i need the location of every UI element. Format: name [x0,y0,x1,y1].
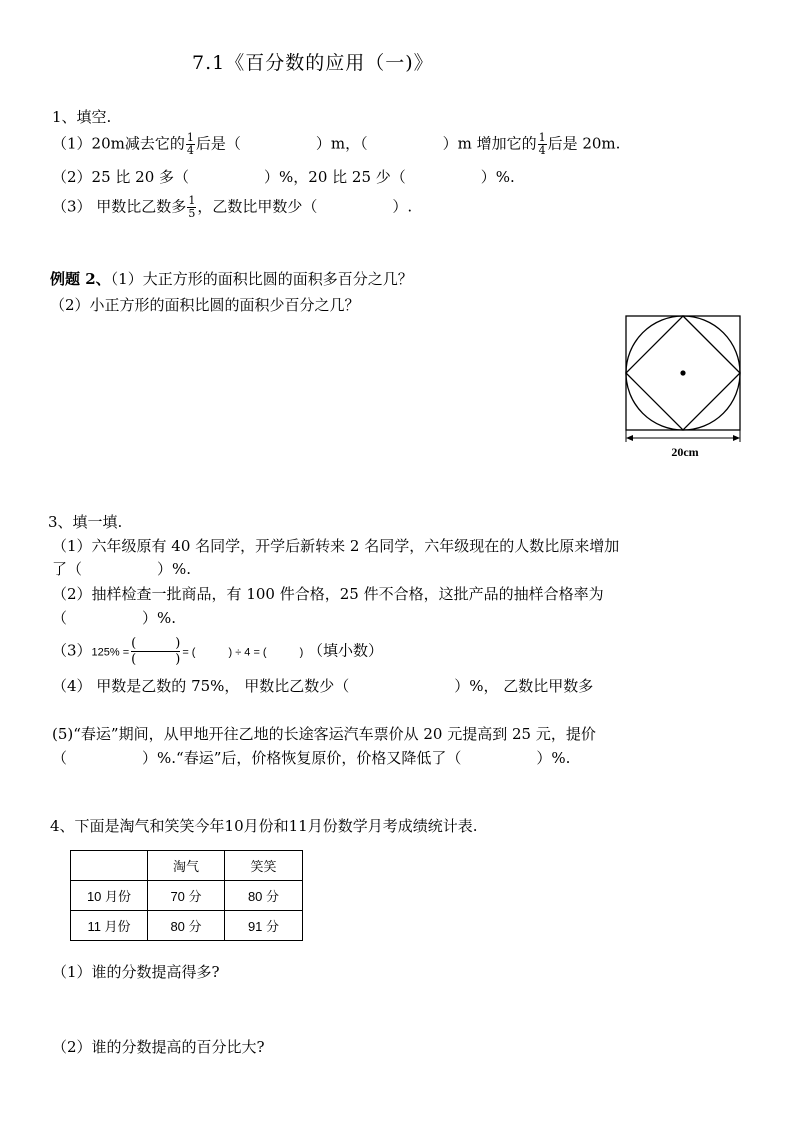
table-header-cell [71,851,148,881]
table-cell: 10 月份 [71,881,148,911]
q4-sub1: （1）谁的分数提高得多? [52,963,220,981]
fraction-one-quarter-2: $\frac{1}{4}$ [538,131,546,157]
q3-item3 [52,636,383,667]
table-cell: 80 分 [148,911,225,941]
fraction-one-quarter: $\frac{1}{4}$ [186,131,194,157]
table-cell: 11 月份 [71,911,148,941]
q3-item3-expr-start: 125% = [91,646,130,659]
table-row [71,881,303,911]
q1-heading: 1、填空. [52,108,112,126]
q3-item3-expr-mid: = ( ) ÷ 4 = ( ) [182,646,304,659]
q1-item1 [52,132,620,157]
center-dot [680,370,685,375]
score-table [70,850,303,941]
q1-item1-suffix: 后是 20m. [547,134,621,153]
table-cell: 70 分 [148,881,225,911]
q1-item3-suffix: ，乙数比甲数少（ ）. [197,197,413,216]
example2-label: 例题 2、 [50,270,111,288]
q1-item1-prefix: （1）20m减去它的 [52,134,185,153]
blank-fraction: $\frac{( )}{( )}$ [131,636,181,667]
q1-item3-prefix: （3） 甲数比乙数多 [52,197,187,216]
q4-heading: 4、下面是淘气和笑笑今年10月份和11月份数学月考成绩统计表. [50,817,478,835]
square-circle-figure [620,310,750,460]
q1-item2: （2）25 比 20 多（ ）%，20 比 25 少（ ）%. [52,168,515,186]
table-header-cell: 笑笑 [225,851,303,881]
table-header-row [71,851,303,881]
page-title: 7.1《百分数的应用（一)》 [192,52,434,74]
q3-heading: 3、填一填. [48,513,123,531]
q3-item2-line2: （ ）%. [52,609,177,627]
q3-item1-line1: （1）六年级原有 40 名同学，开学后新转来 2 名同学，六年级现在的人数比原来增加 [52,537,620,555]
q3-item5-line2: （ ）%.“春运”后，价格恢复原价，价格又降低了（ ）%. [52,749,571,767]
q3-item5-line1: (5)“春运”期间，从甲地开往乙地的长途客运汽车票价从 20 元提高到 25 元，提价 [52,725,596,743]
table-cell: 91 分 [225,911,303,941]
table-row [71,911,303,941]
q1-item1-mid: 后是（ ）m，（ ）m 增加它的 [195,134,537,153]
example2-line1: 例题 2、（1）大正方形的面积比圆的面积多百分之几？ [50,270,413,288]
table-header-cell: 淘气 [148,851,225,881]
q4-sub2: （2）谁的分数提高的百分比大? [52,1038,265,1056]
dimension-label: 20cm [671,445,699,459]
q3-item2-line1: （2）抽样检查一批商品，有 100 件合格，25 件不合格，这批产品的抽样合格率为 [52,585,604,603]
table-cell: 80 分 [225,881,303,911]
arrow-left-icon [626,435,633,441]
fraction-one-fifth: $\frac{1}{5}$ [188,194,196,220]
q3-item1-line2: 了（ ）%. [52,560,192,578]
example2-line2: （2）小正方形的面积比圆的面积少百分之几？ [50,296,360,314]
q1-item3 [52,195,412,220]
q3-item4: （4） 甲数是乙数的 75%， 甲数比乙数少（ ）%， 乙数比甲数多 [52,677,594,695]
arrow-right-icon [733,435,740,441]
q3-item3-prefix: （3） [52,641,92,660]
q3-item3-suffix: （填小数） [308,641,384,660]
